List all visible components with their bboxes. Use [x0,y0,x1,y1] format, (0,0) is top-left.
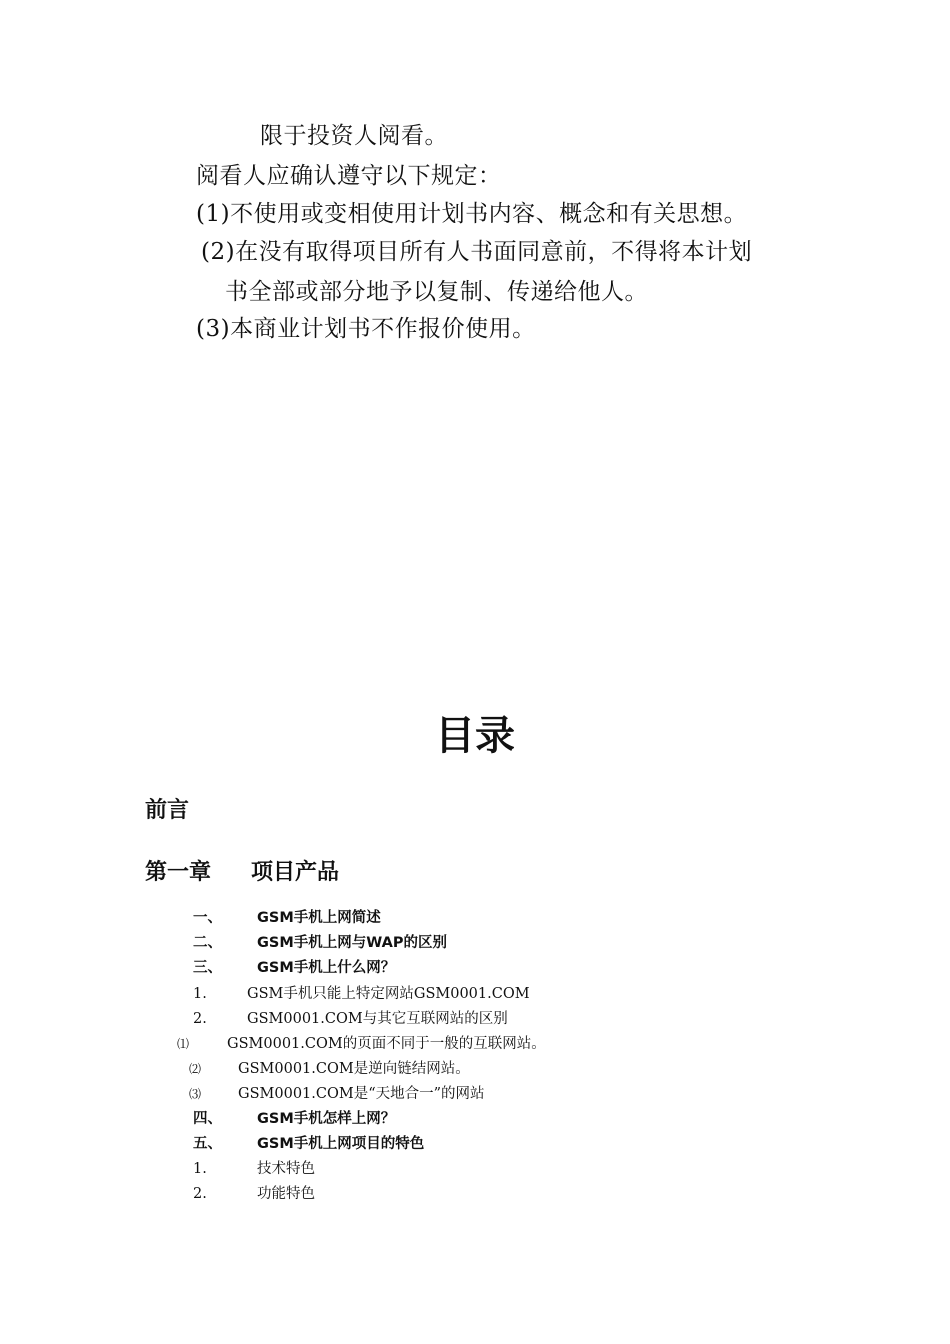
toc-item-text: GSM手机上什么网？ [257,960,396,976]
chapter-title: 项目产品 [251,860,340,885]
toc-item-number: 一、 [193,910,222,926]
toc-item-text: GSM0001.COM是逆向链结网站。 [238,1061,470,1077]
toc-item-text: GSM手机怎样上网？ [257,1111,396,1127]
notice-line-3: (1)不使用或变相使用计划书内容、概念和有关思想。 [196,201,748,227]
toc-item-number: 三、 [193,960,222,976]
notice-line-4: (2)在没有取得项目所有人书面同意前，不得将本计划 [201,239,753,265]
toc-item-number: 1. [193,986,207,1002]
toc-item-number: 2. [193,1011,207,1027]
toc-item-text: GSM手机上网与WAP的区别 [257,935,447,951]
toc-preface: 前言 [145,798,190,823]
toc-item-number: 二、 [193,935,222,951]
toc-item-text: GSM0001.COM的页面不同于一般的互联网站。 [227,1036,546,1052]
toc-item-text: GSM手机只能上特定网站GSM0001.COM [247,986,530,1002]
toc-item-text: 功能特色 [257,1186,315,1202]
notice-line-5: 书全部或部分地予以复制、传递给他人。 [225,279,648,305]
toc-item-number: 五、 [193,1136,222,1152]
toc-chapter-1 [145,862,339,884]
chapter-number: 第一章 [145,860,212,885]
notice-line-6: (3)本商业计划书不作报价使用。 [196,316,536,342]
toc-item-text: 技术特色 [257,1161,315,1177]
notice-line-1: 限于投资人阅看。 [260,123,448,149]
notice-line-2: 阅看人应确认遵守以下规定： [196,163,502,189]
toc-title: 目录 [435,713,515,759]
toc-item-number: ⑵ [189,1062,202,1076]
toc-item-number: 1. [193,1161,207,1177]
toc-item-text: GSM手机上网项目的特色 [257,1136,425,1152]
toc-item-number: ⑶ [189,1087,202,1101]
toc-item-number: 2. [193,1186,207,1202]
toc-item-number: 四、 [193,1111,222,1127]
toc-item-text: GSM手机上网简述 [257,910,381,926]
toc-item-text: GSM0001.COM是“天地合一”的网站 [238,1086,485,1102]
toc-item-number: ⑴ [177,1037,190,1051]
toc-item-text: GSM0001.COM与其它互联网站的区别 [247,1011,508,1027]
